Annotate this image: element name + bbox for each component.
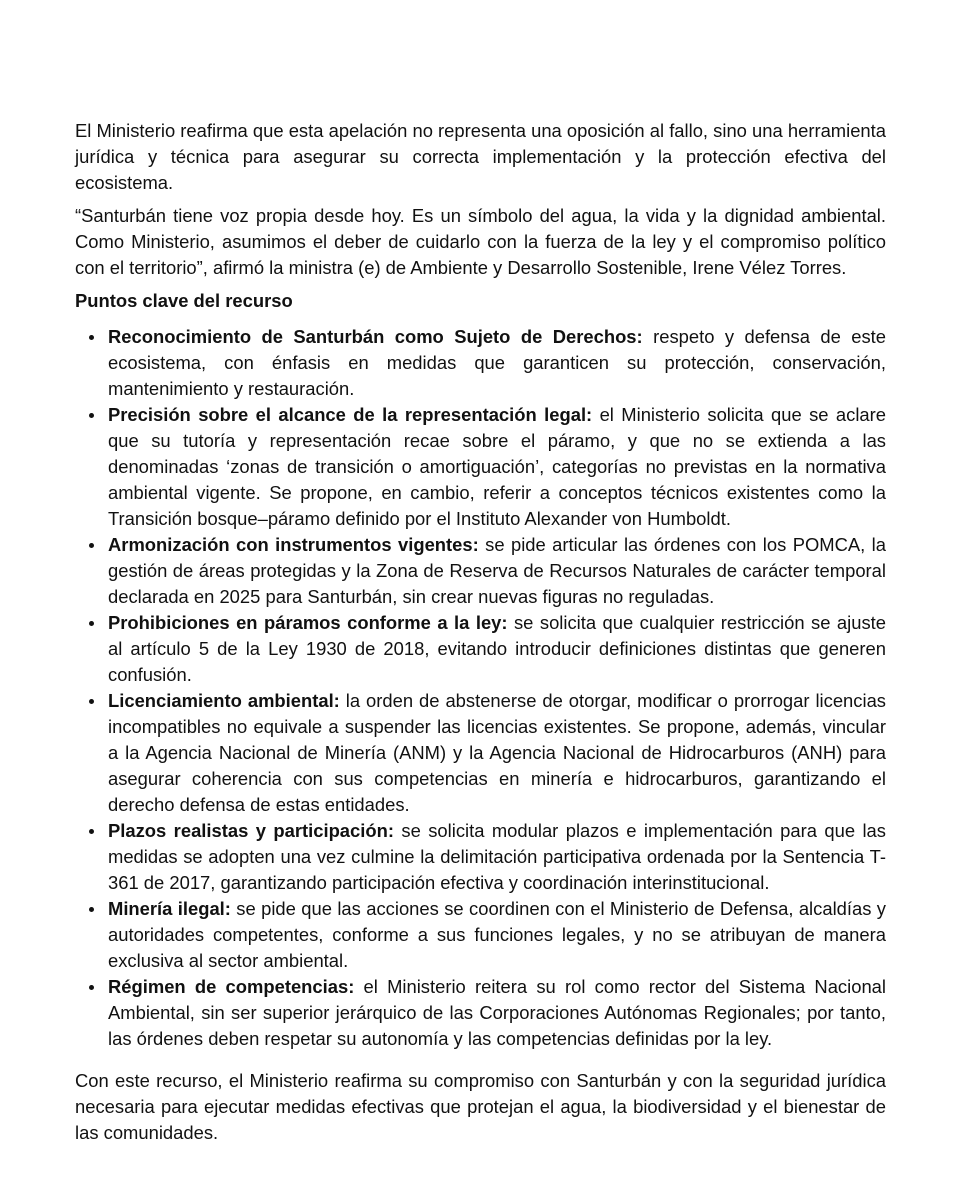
bullet-icon bbox=[89, 543, 94, 548]
bullet-icon bbox=[89, 907, 94, 912]
point-term: Armonización con instrumentos vigentes: bbox=[108, 534, 479, 555]
list-item bbox=[75, 532, 886, 610]
point-term: Régimen de competencias: bbox=[108, 976, 355, 997]
point-text: el Ministerio solicita que se aclare que su tutoría y representación recae sobre el páramo, y que no se extienda a las denominadas ‘zonas de transición o amortiguación’, categorías no previstas en la normativa ambiental vigente. Se propone, en cambio, referir a conceptos técnicos existentes como la Transición bosque–páramo definido por el Instituto Alexander von Humboldt. bbox=[108, 404, 886, 529]
intro-paragraph: El Ministerio reafirma que esta apelación no representa una oposición al fallo, sino una herramienta jurídica y técnica para asegurar su correcta implementación y la protección efectiva del ecosistema. bbox=[75, 120, 886, 193]
list-item bbox=[75, 402, 886, 532]
bullet-icon bbox=[89, 335, 94, 340]
point-text: se solicita modular plazos e implementación para que las medidas se adopten una vez culmine la delimitación participativa ordenada por la Sentencia T-361 de 2017, garantizando participación efectiva y coordinación interinstitucional. bbox=[108, 820, 886, 893]
point-text: la orden de abstenerse de otorgar, modificar o prorrogar licencias incompatibles no equivale a suspender las licencias existentes. Se propone, además, vincular a la Agencia Nacional de Minería (ANM) y la Agencia Nacional de Hidrocarburos (ANH) para asegurar coherencia con sus competencias en minería e hidrocarburos, garantizando el derecho defensa de estas entidades. bbox=[108, 690, 886, 815]
point-text: se solicita que cualquier restricción se ajuste al artículo 5 de la Ley 1930 de 2018, evitando introducir definiciones distintas que generen confusión. bbox=[108, 612, 886, 685]
point-term: Plazos realistas y participación: bbox=[108, 820, 394, 841]
bullet-icon bbox=[89, 985, 94, 990]
point-term: Prohibiciones en páramos conforme a la ley: bbox=[108, 612, 508, 633]
list-item bbox=[75, 896, 886, 974]
point-term: Minería ilegal: bbox=[108, 898, 231, 919]
point-text: se pide que las acciones se coordinen con el Ministerio de Defensa, alcaldías y autoridades competentes, conforme a sus funciones legales, y no se atribuyan de manera exclusiva al sector ambiental. bbox=[108, 898, 886, 971]
point-text: respeto y defensa de este ecosistema, con énfasis en medidas que garanticen su protección, conservación, mantenimiento y restauración. bbox=[108, 326, 887, 399]
list-item bbox=[75, 974, 886, 1052]
point-text: el Ministerio reitera su rol como rector del Sistema Nacional Ambiental, sin ser superior jerárquico de las Corporaciones Autónomas Regionales; por tanto, las órdenes deben respetar su autonomía y las competencias definidas por la ley. bbox=[108, 976, 886, 1049]
bullet-icon bbox=[89, 699, 94, 704]
bullet-icon bbox=[89, 829, 94, 834]
key-points-list bbox=[75, 324, 886, 1052]
list-item bbox=[75, 324, 886, 402]
point-text: se pide articular las órdenes con los POMCA, la gestión de áreas protegidas y la Zona de Reserva de Recursos Naturales de carácter temporal declarada en 2025 para Santurbán, sin crear nuevas figuras no reguladas. bbox=[108, 534, 886, 607]
list-item bbox=[75, 610, 886, 688]
list-item bbox=[75, 818, 886, 896]
list-item bbox=[75, 688, 886, 818]
bullet-icon bbox=[89, 413, 94, 418]
point-term: Licenciamiento ambiental: bbox=[108, 690, 340, 711]
bullet-icon bbox=[89, 621, 94, 626]
point-term: Precisión sobre el alcance de la representación legal: bbox=[108, 404, 593, 425]
quote-paragraph: “Santurbán tiene voz propia desde hoy. Es un símbolo del agua, la vida y la dignidad ambiental. Como Ministerio, asumimos el deber de cuidarlo con la fuerza de la ley y el compromiso político con el territorio”, afirmó la ministra (e) de Ambiente y Desarrollo Sostenible, Irene Vélez Torres. bbox=[75, 205, 886, 278]
section-heading: Puntos clave del recurso bbox=[75, 290, 293, 311]
closing-paragraph: Con este recurso, el Ministerio reafirma su compromiso con Santurbán y con la seguridad jurídica necesaria para ejecutar medidas efectivas que protejan el agua, la biodiversidad y el bienestar de las comunidades. bbox=[75, 1070, 886, 1143]
point-term: Reconocimiento de Santurbán como Sujeto de Derechos: bbox=[108, 326, 643, 347]
